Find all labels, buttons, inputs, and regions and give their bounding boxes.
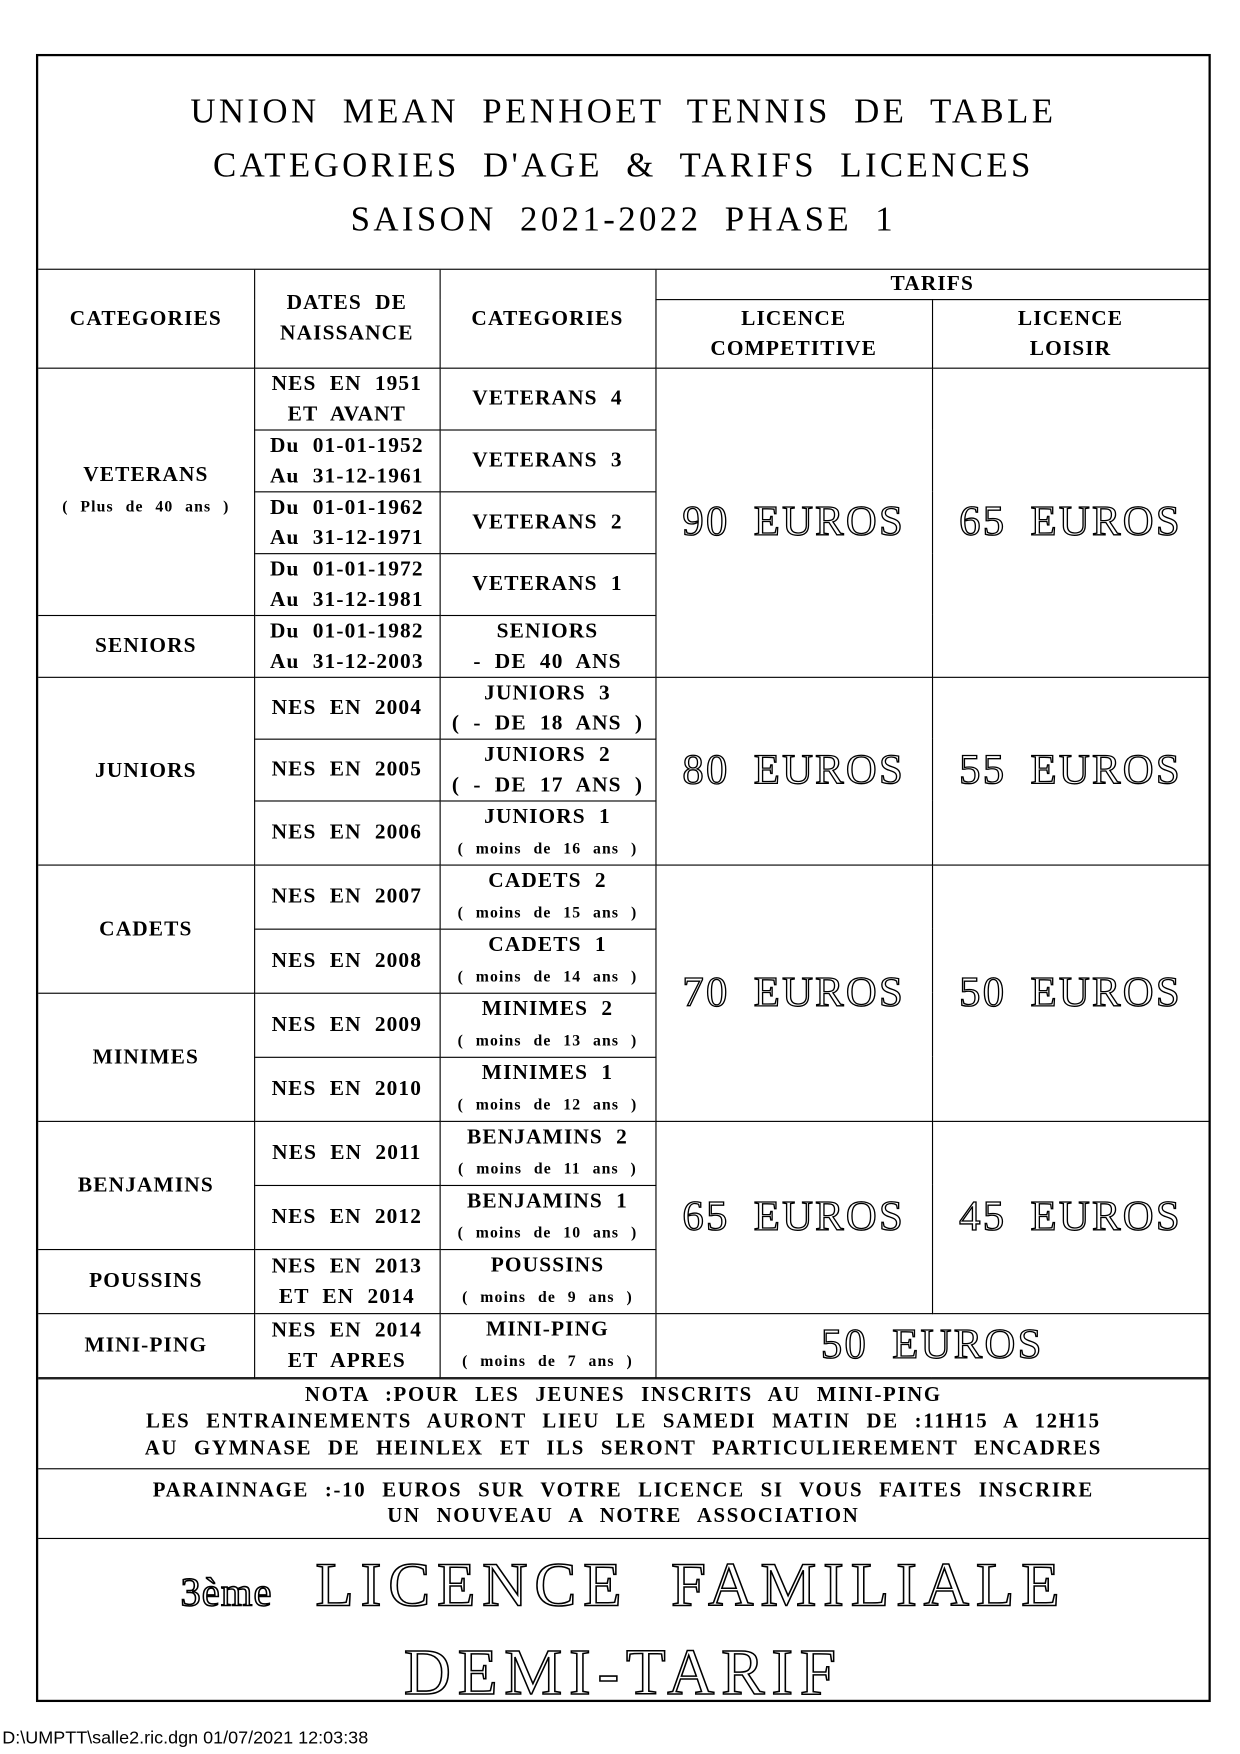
birth-dates: NES EN 2014 ET APRES	[254, 1313, 439, 1377]
group-veterans: VETERANS ( Plus de 40 ans )	[38, 368, 254, 615]
birth-dates: NES EN 2004	[254, 677, 439, 739]
sub-category: MINIMES 1 ( moins de 12 ans )	[440, 1057, 656, 1121]
page-title	[38, 56, 1208, 270]
birth-dates: NES EN 2005	[254, 739, 439, 801]
familiale-subtitle: DEMI-TARIF	[403, 1635, 843, 1709]
sub-category: MINIMES 2 ( moins de 13 ans )	[440, 993, 656, 1057]
group-miniping: MINI-PING	[38, 1313, 254, 1377]
sub-category: BENJAMINS 1 ( moins de 10 ans )	[440, 1185, 656, 1249]
header-categories-2: CATEGORIES	[440, 270, 656, 368]
birth-dates: NES EN 2009	[254, 993, 439, 1057]
familiale-title: LICENCE FAMILIALE	[315, 1549, 1067, 1620]
sub-category: BENJAMINS 2 ( moins de 11 ans )	[440, 1121, 656, 1185]
table-row	[38, 1313, 1208, 1377]
sub-category: POUSSINS ( moins de 9 ans )	[440, 1249, 656, 1313]
nota-line: NOTA :POUR LES JEUNES INSCRITS AU MINI-PING	[304, 1383, 942, 1406]
parrainage-note	[38, 1468, 1208, 1538]
price-loisir: 55 EUROS	[932, 677, 1209, 865]
nota-line: LES ENTRAINEMENTS AURONT LIEU LE SAMEDI MATIN DE :11H15 A 12H15	[146, 1410, 1101, 1433]
parrainage-line: UN NOUVEAU A NOTRE ASSOCIATION	[387, 1504, 860, 1528]
header-licence-loisir: LICENCE LOISIR	[932, 299, 1209, 368]
sub-category: VETERANS 2	[440, 491, 656, 553]
sub-category: VETERANS 4	[440, 368, 656, 430]
nota-line: AU GYMNASE DE HEINLEX ET ILS SERONT PARTICULIEREMENT ENCADRES	[144, 1437, 1102, 1460]
licence-familiale	[38, 1537, 1208, 1718]
group-poussins: POUSSINS	[38, 1249, 254, 1313]
table-row	[38, 368, 1208, 430]
sub-category: JUNIORS 3 ( - DE 18 ANS )	[440, 677, 656, 739]
header-categories: CATEGORIES	[38, 270, 254, 368]
birth-dates: Du 01-01-1962 Au 31-12-1971	[254, 491, 439, 553]
price-miniping: 50 EUROS	[655, 1313, 1208, 1377]
birth-dates: NES EN 2008	[254, 929, 439, 993]
birth-dates: NES EN 2006	[254, 800, 439, 864]
sub-category: SENIORS - DE 40 ANS	[440, 615, 656, 677]
sub-category: VETERANS 3	[440, 429, 656, 491]
birth-dates: Du 01-01-1982 Au 31-12-2003	[254, 615, 439, 677]
header-tarifs: TARIFS	[655, 270, 1208, 299]
table-row	[38, 677, 1208, 739]
file-footer: D:\UMPTT\salle2.ric.dgn 01/07/2021 12:03:38	[2, 1729, 369, 1749]
group-minimes: MINIMES	[38, 993, 254, 1121]
birth-dates: Du 01-01-1972 Au 31-12-1981	[254, 553, 439, 615]
group-benjamins: BENJAMINS	[38, 1121, 254, 1249]
familiale-prefix: 3ème	[180, 1568, 273, 1614]
nota-note	[38, 1378, 1208, 1468]
price-loisir: 45 EUROS	[932, 1121, 1209, 1313]
header-licence-competitive: LICENCE COMPETITIVE	[655, 299, 932, 368]
sub-category: CADETS 1 ( moins de 14 ans )	[440, 929, 656, 993]
price-competitive: 80 EUROS	[655, 677, 932, 865]
sub-category: VETERANS 1	[440, 553, 656, 615]
price-competitive: 90 EUROS	[655, 368, 932, 677]
group-cadets: CADETS	[38, 865, 254, 993]
tarif-sheet	[36, 54, 1211, 1709]
table-row	[38, 1121, 1208, 1185]
price-loisir: 65 EUROS	[932, 368, 1209, 677]
sub-category: JUNIORS 2 ( - DE 17 ANS )	[440, 739, 656, 801]
group-seniors: SENIORS	[38, 615, 254, 677]
table-row	[38, 865, 1208, 929]
birth-dates: NES EN 2011	[254, 1121, 439, 1185]
tarifs-table	[38, 270, 1208, 1378]
birth-dates: Du 01-01-1952 Au 31-12-1961	[254, 429, 439, 491]
sub-category: MINI-PING ( moins de 7 ans )	[440, 1313, 656, 1377]
header-dates: DATES DE NAISSANCE	[254, 270, 439, 368]
parrainage-line: PARAINNAGE :-10 EUROS SUR VOTRE LICENCE SI VOUS FAITES INSCRIRE	[152, 1478, 1094, 1502]
price-competitive: 70 EUROS	[655, 865, 932, 1121]
sub-category: CADETS 2 ( moins de 15 ans )	[440, 865, 656, 929]
birth-dates: NES EN 2007	[254, 865, 439, 929]
birth-dates: NES EN 1951 ET AVANT	[254, 368, 439, 430]
birth-dates: NES EN 2013 ET EN 2014	[254, 1249, 439, 1313]
price-competitive: 65 EUROS	[655, 1121, 932, 1313]
sub-category: JUNIORS 1 ( moins de 16 ans )	[440, 800, 656, 864]
title-line: SAISON 2021-2022 PHASE 1	[350, 198, 897, 238]
group-juniors: JUNIORS	[38, 677, 254, 865]
title-line: UNION MEAN PENHOET TENNIS DE TABLE	[190, 90, 1057, 130]
birth-dates: NES EN 2012	[254, 1185, 439, 1249]
price-loisir: 50 EUROS	[932, 865, 1209, 1121]
title-line: CATEGORIES D'AGE & TARIFS LICENCES	[212, 144, 1034, 184]
birth-dates: NES EN 2010	[254, 1057, 439, 1121]
